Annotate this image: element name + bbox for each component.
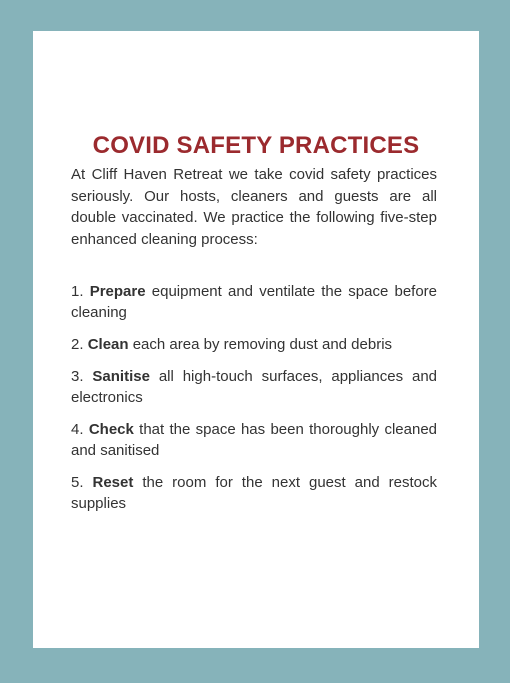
step-verb: Check bbox=[88, 421, 134, 438]
step-verb: Clean bbox=[87, 336, 129, 353]
step-number: 4. bbox=[71, 421, 84, 438]
cleaning-steps-list bbox=[71, 281, 437, 514]
step-text: equipment and ventilate the space before cleaning bbox=[71, 283, 438, 321]
step-number: 5. bbox=[71, 474, 84, 491]
step-verb: Prepare bbox=[89, 283, 146, 300]
step-item-5 bbox=[71, 472, 437, 514]
step-text: that the space has been thoroughly cleaned and sanitised bbox=[71, 421, 438, 459]
page-title: COVID SAFETY PRACTICES bbox=[92, 132, 420, 159]
notice-card bbox=[33, 31, 479, 648]
step-verb: Sanitise bbox=[92, 368, 150, 385]
step-number: 2. bbox=[71, 336, 84, 353]
step-item-4 bbox=[71, 419, 437, 461]
step-verb: Reset bbox=[92, 474, 134, 491]
step-item-3 bbox=[71, 366, 437, 408]
step-number: 1. bbox=[71, 283, 84, 300]
intro-paragraph: At Cliff Haven Retreat we take covid safety practices seriously. Our hosts, cleaners and guests are all double vaccinated. We practice the following five-step enhanced cleaning process: bbox=[71, 166, 437, 248]
step-number: 3. bbox=[71, 368, 84, 385]
step-text: the room for the next guest and restock supplies bbox=[71, 474, 437, 512]
step-item-1 bbox=[71, 281, 437, 323]
step-item-2 bbox=[71, 334, 437, 355]
step-text: each area by removing dust and debris bbox=[132, 336, 393, 353]
step-text: all high-touch surfaces, appliances and electronics bbox=[71, 368, 438, 406]
